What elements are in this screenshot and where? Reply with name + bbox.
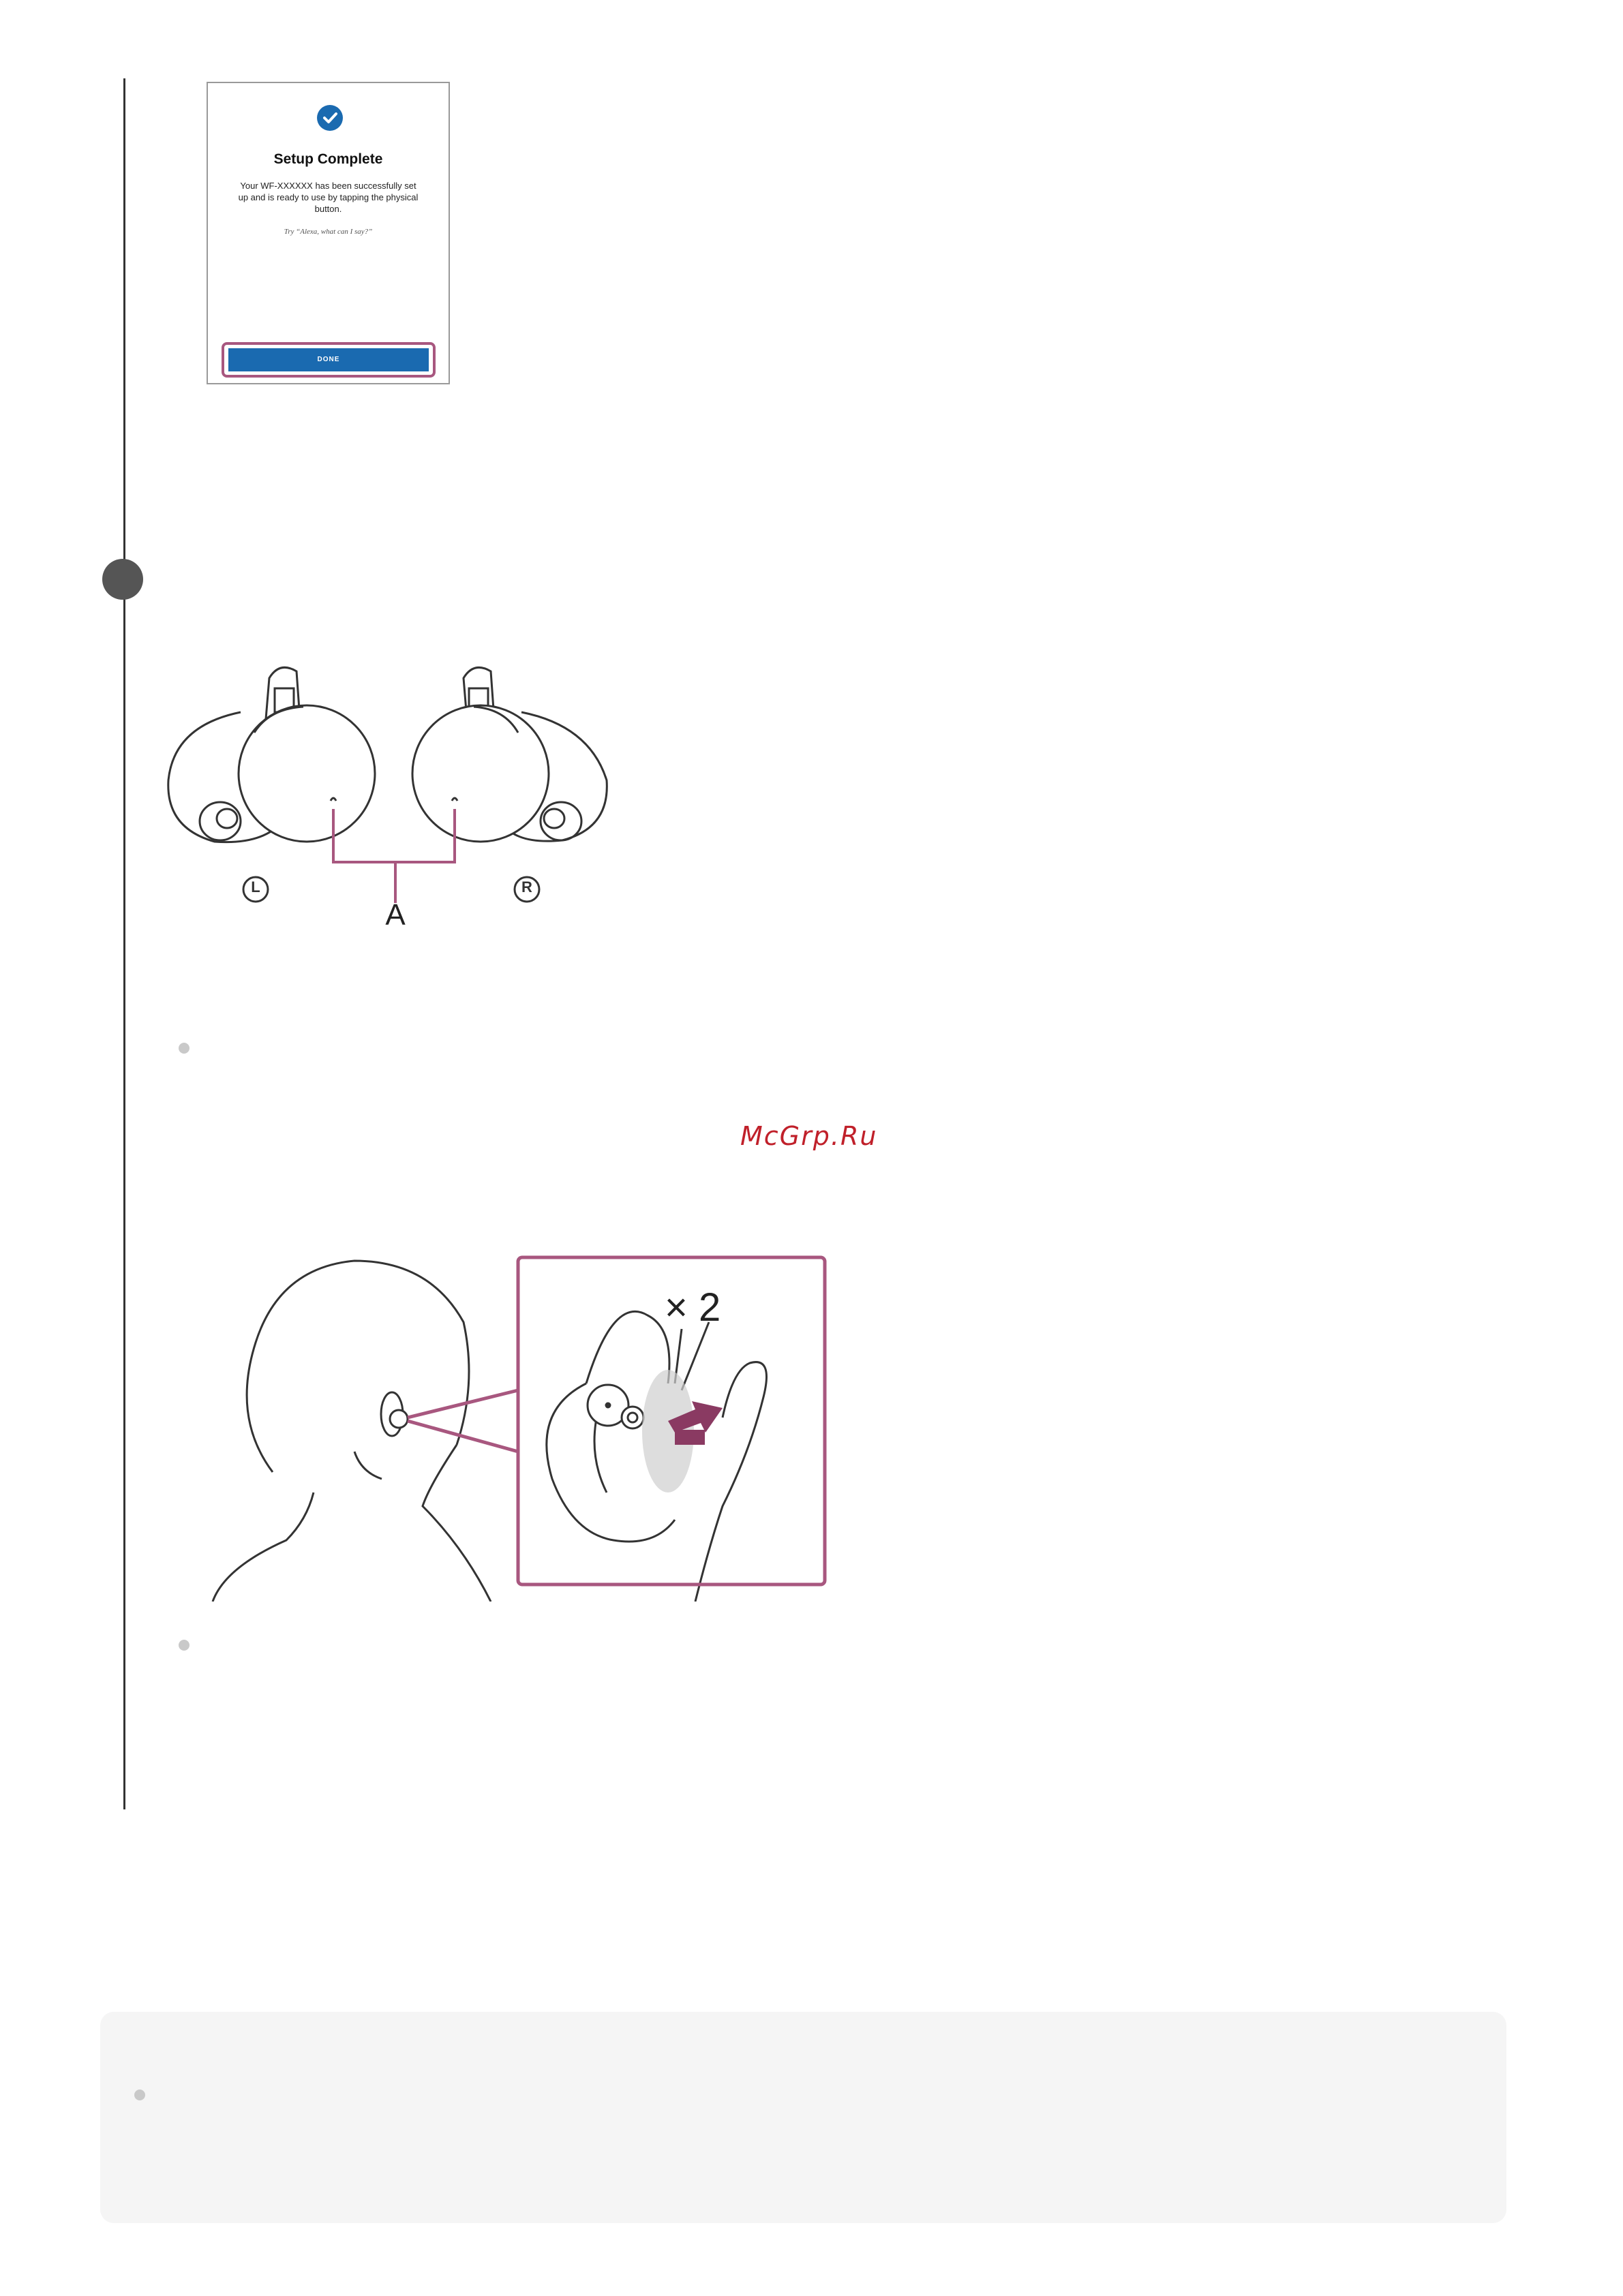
head-outline — [247, 1261, 469, 1472]
callout-label-a: A — [385, 898, 406, 932]
done-button[interactable]: DONE — [228, 348, 429, 371]
watermark-text: McGrp.Ru — [740, 1121, 878, 1151]
right-earbud-marker: R — [521, 878, 532, 896]
check-icon — [317, 105, 343, 131]
setup-hint: Try “Alexa, what can I say?” — [284, 228, 373, 236]
step-timeline — [123, 78, 125, 1809]
tap-multiplier: × 2 — [665, 1285, 721, 1330]
double-tap-illustration — [204, 1247, 832, 1602]
bullet-dot — [134, 2090, 145, 2100]
note-box — [100, 2012, 1506, 2223]
step-number-circle — [102, 559, 143, 600]
setup-title: Setup Complete — [273, 151, 383, 167]
setup-message: Your WF-XXXXXX has been successfully set up and is ready to use by tapping the physical button. — [238, 181, 419, 214]
left-earbud-marker: L — [251, 878, 260, 896]
bullet-dot — [179, 1640, 189, 1651]
setup-complete-screen — [207, 82, 450, 384]
bullet-dot — [179, 1043, 189, 1054]
